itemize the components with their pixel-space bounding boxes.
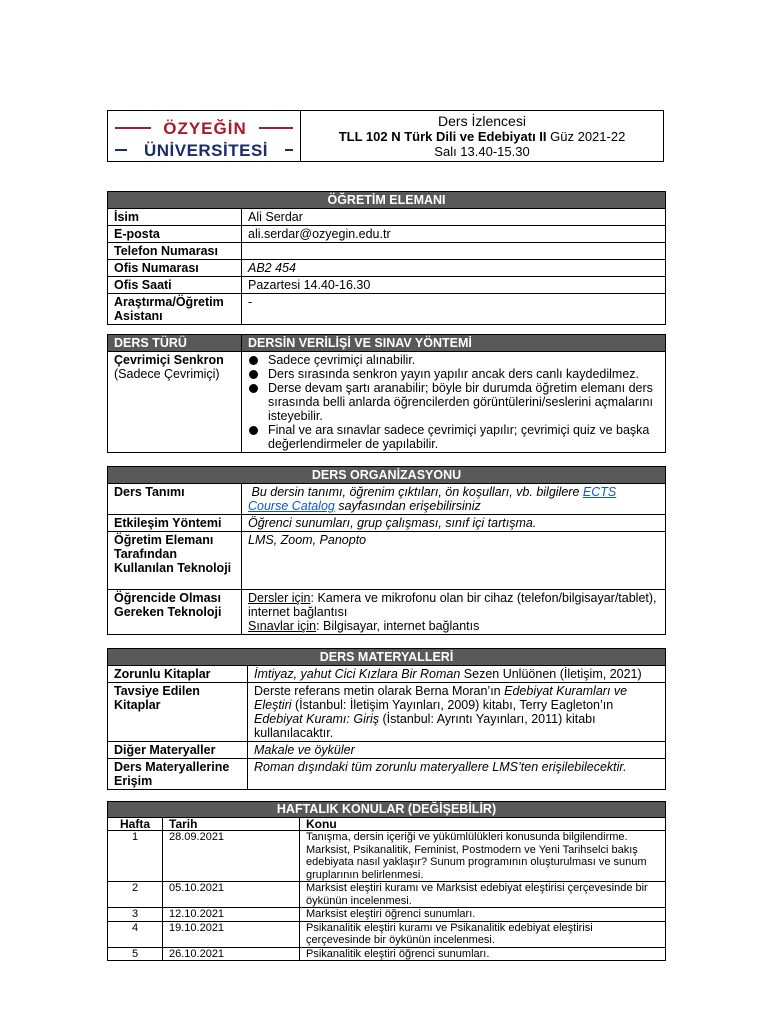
week-number: 1 <box>108 831 163 882</box>
instructor-row-email <box>108 226 666 243</box>
interaction-method-value: Öğrenci sunumları, grup çalışması, sınıf içi tartışma. <box>242 515 666 532</box>
bullet-icon <box>249 426 258 435</box>
delivery-heading: DERSİN VERİLİŞİ VE SINAV YÖNTEMİ <box>242 335 666 352</box>
instructor-row-phone <box>108 243 666 260</box>
topic-column-header: Konu <box>300 817 666 831</box>
student-tech-label: Öğrencide Olması Gereken Teknoloji <box>108 590 242 635</box>
week-number: 4 <box>108 921 163 947</box>
organization-heading: DERS ORGANİZASYONU <box>108 467 666 484</box>
university-logo <box>113 115 295 159</box>
week-topic: Psikanalitik eleştiri öğrenci sunumları. <box>300 947 666 961</box>
week-topic: Marksist eleştiri kuramı ve Marksist edebiyat eleştirisi çerçevesinde bir öykünün incelenmesi. <box>300 882 666 908</box>
description-value: Bu dersin tanımı, öğrenim çıktıları, ön koşulları, vb. bilgilere ECTS Course Catalog sayfasından erişebilirsiniz <box>242 484 666 515</box>
week-topic: Tanışma, dersin içeriği ve yükümlülükleri konusunda bilgilendirme. Marksist, Psikanalitik, Feminist, Postmodern ve Yeni Tarihselci bakış edebiyata nasıl yaklaşır? Sunum programının oluşturulması ve sunum gruplarının belirlenmesi. <box>300 831 666 882</box>
bullet-icon <box>249 370 258 379</box>
week-date: 12.10.2021 <box>163 908 300 922</box>
interaction-method-label: Etkileşim Yöntemi <box>108 515 242 532</box>
week-number: 3 <box>108 908 163 922</box>
table-row <box>108 882 666 908</box>
course-name: TLL 102 N Türk Dili ve Edebiyatı II <box>338 128 547 144</box>
description-label: Ders Tanımı <box>108 484 242 515</box>
materials-access-value: Roman dışındaki tüm zorunlu materyallere LMS’ten erişilebilecektir. <box>248 759 666 790</box>
recommended-books-label: Tavsiye Edilen Kitaplar <box>108 683 248 742</box>
materials-access-label: Ders Materyallerine Erişim <box>108 759 248 790</box>
date-column-header: Tarih <box>163 817 300 831</box>
course-schedule: Salı 13.40-15.30 <box>434 143 530 159</box>
bullet-icon <box>249 356 258 365</box>
document-title: Ders İzlencesi <box>438 112 526 129</box>
weekly-topics-table <box>107 801 666 961</box>
other-materials-value: Makale ve öyküler <box>248 742 666 759</box>
table-row <box>108 831 666 882</box>
week-date: 26.10.2021 <box>163 947 300 961</box>
recommended-books-value: Derste referans metin olarak Berna Moran’ın Edebiyat Kuramları ve Eleştiri (İstanbul: İletişim Yayınları, 2009) kitabı, Terry Eagleton’ın Edebiyat Kuramı: Giriş (İstanbul: Ayrıntı Yayınları, 2011) kitabı kullanılacaktır. <box>248 683 666 742</box>
office-hours-label: Ofis Saati <box>108 277 242 294</box>
instructor-tech-value: LMS, Zoom, Panopto <box>242 532 666 590</box>
instructor-row-assistant <box>108 294 666 325</box>
logo-cell <box>108 111 301 161</box>
course-type-cell <box>108 352 242 453</box>
logo-line-1: ÖZYEĞİN <box>163 119 247 138</box>
name-label: İsim <box>108 209 242 226</box>
assistant-value: - <box>242 294 666 325</box>
course-line <box>339 129 626 144</box>
week-number: 5 <box>108 947 163 961</box>
required-books-label: Zorunlu Kitaplar <box>108 666 248 683</box>
list-item: Final ve ara sınavlar sadece çevrimiçi yapılır; çevrimiçi quiz ve başka değerlendirmeler de yapılabilir. <box>244 423 659 451</box>
week-date: 28.09.2021 <box>163 831 300 882</box>
weekly-heading: HAFTALIK KONULAR (DEĞİŞEBİLİR) <box>108 802 666 818</box>
week-number: 2 <box>108 882 163 908</box>
logo-line-2: ÜNİVERSİTESİ <box>143 141 269 159</box>
delivery-table <box>107 334 666 453</box>
phone-value <box>242 243 666 260</box>
list-item: Sadece çevrimiçi alınabilir. <box>244 353 659 367</box>
other-materials-label: Diğer Materyaller <box>108 742 248 759</box>
syllabus-header <box>107 110 664 162</box>
course-term: Güz 2021-22 <box>550 128 626 144</box>
title-cell <box>301 111 663 161</box>
list-item: Derse devam şartı aranabilir; böyle bir durumda öğretim elemanı ders sırasında belli anlarda öğrencilerden görüntülerini/seslerini açmalarını isteyebilir. <box>244 381 659 423</box>
instructor-table <box>107 191 666 325</box>
instructor-row-hours <box>108 277 666 294</box>
student-tech-value: Dersler için: Kamera ve mikrofonu olan bir cihaz (telefon/bilgisayar/tablet), internet bağlantısı Sınavlar için: Bilgisayar, internet bağlantıs <box>242 590 666 635</box>
week-date: 19.10.2021 <box>163 921 300 947</box>
course-type-label: Çevrimiçi Senkron <box>114 353 224 367</box>
email-label: E-posta <box>108 226 242 243</box>
week-topic: Psikanalitik eleştiri kuramı ve Psikanalitik edebiyat eleştirisi çerçevesinde bir öykünün incelenmesi. <box>300 921 666 947</box>
instructor-tech-label: Öğretim Elemanı Tarafından Kullanılan Teknoloji <box>108 532 242 590</box>
list-item: Ders sırasında senkron yayın yapılır ancak ders canlı kaydedilmez. <box>244 367 659 381</box>
phone-label: Telefon Numarası <box>108 243 242 260</box>
materials-table <box>107 648 666 790</box>
name-value: Ali Serdar <box>242 209 666 226</box>
week-date: 05.10.2021 <box>163 882 300 908</box>
organization-table <box>107 466 666 635</box>
delivery-cell <box>242 352 666 453</box>
office-hours-value: Pazartesi 14.40-16.30 <box>242 277 666 294</box>
course-type-heading: DERS TÜRÜ <box>108 335 242 352</box>
instructor-row-office <box>108 260 666 277</box>
week-column-header: Hafta <box>108 817 163 831</box>
materials-heading: DERS MATERYALLERİ <box>108 649 666 666</box>
email-value[interactable]: ali.serdar@ozyegin.edu.tr <box>242 226 666 243</box>
delivery-list <box>244 353 659 451</box>
bullet-icon <box>249 384 258 393</box>
course-type-note: (Sadece Çevrimiçi) <box>114 367 220 381</box>
instructor-heading: ÖĞRETİM ELEMANI <box>108 192 666 209</box>
required-books-value: İmtiyaz, yahut Cici Kızlara Bir Roman Sezen Unlüönen (İletişim, 2021) <box>248 666 666 683</box>
office-label: Ofis Numarası <box>108 260 242 277</box>
assistant-label: Araştırma/Öğretim Asistanı <box>108 294 242 325</box>
table-row <box>108 921 666 947</box>
instructor-row-name <box>108 209 666 226</box>
week-topic: Marksist eleştiri öğrenci sunumları. <box>300 908 666 922</box>
table-row <box>108 908 666 922</box>
table-row <box>108 947 666 961</box>
ects-catalog-link[interactable]: ECTS Course Catalog <box>248 485 617 513</box>
office-value: AB2 454 <box>242 260 666 277</box>
